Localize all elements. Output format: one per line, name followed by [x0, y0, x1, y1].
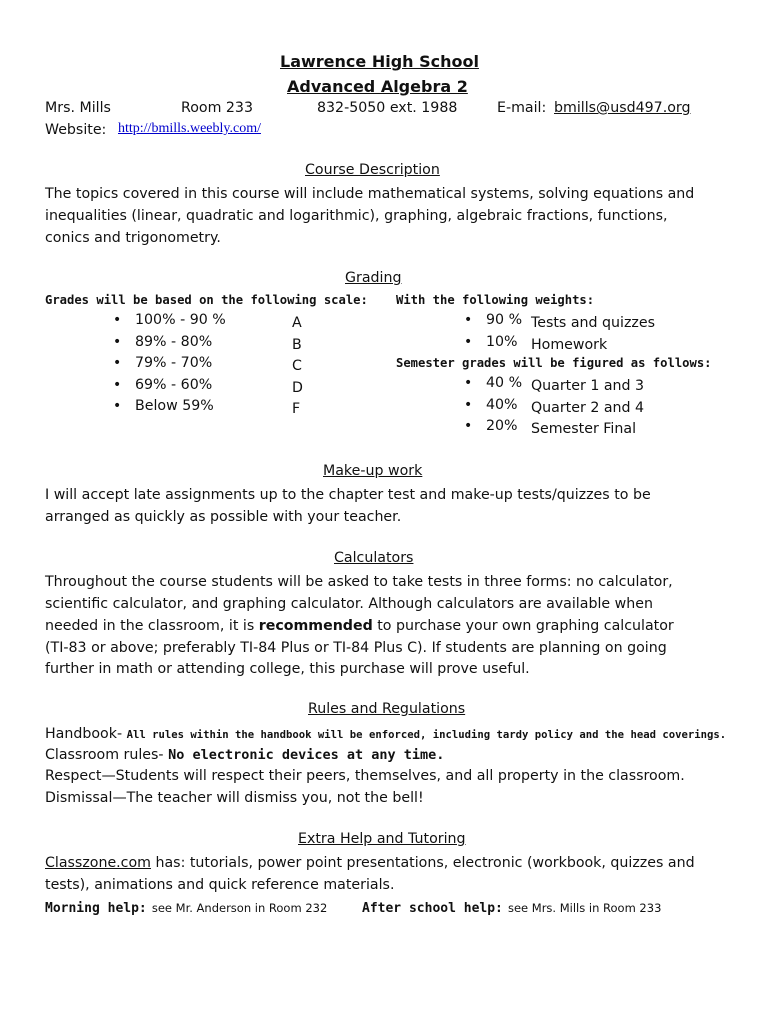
- grading-weights-label: With the following weights:: [396, 293, 595, 307]
- email-link[interactable]: bmills@usd497.org: [554, 100, 691, 116]
- grade-range: 100% - 90 %: [135, 312, 226, 328]
- semester-item: Semester Final: [531, 421, 637, 437]
- list-item: [464, 397, 518, 413]
- classzone-link[interactable]: Classzone.com: [45, 855, 151, 871]
- bullet-icon: •: [464, 418, 473, 434]
- grading-scale-label: Grades will be based on the following scale:: [45, 293, 368, 307]
- list-item: [464, 418, 518, 434]
- weight-item: Homework: [531, 337, 608, 353]
- calculators-line-3: [45, 615, 674, 637]
- semester-item: Quarter 2 and 4: [531, 400, 645, 416]
- bullet-icon: •: [464, 375, 473, 391]
- bullet-icon: •: [113, 377, 122, 393]
- semester-percent: 20%: [486, 418, 518, 434]
- dismissal-rule: Dismissal—The teacher will dismiss you, not the bell!: [45, 790, 424, 806]
- course-description-line-2: inequalities (linear, quadratic and logarithmic), graphing, algebraic fractions, functions,: [45, 208, 668, 224]
- teacher-name: Mrs. Mills: [45, 100, 111, 116]
- calculators-line-5: further in math or attending college, this purchase will prove useful.: [45, 661, 530, 677]
- grade-range: 79% - 70%: [135, 355, 213, 371]
- semester-percent: 40 %: [486, 375, 523, 391]
- morning-help: [45, 897, 327, 916]
- course-description-line-1: The topics covered in this course will include mathematical systems, solving equations and: [45, 186, 695, 202]
- list-item: [113, 334, 213, 350]
- bullet-icon: •: [113, 312, 122, 328]
- calculators-line-4: (TI-83 or above; preferably TI-84 Plus or TI-84 Plus C). If students are planning on going: [45, 640, 667, 656]
- bullet-icon: •: [464, 397, 473, 413]
- calculators-line-1: Throughout the course students will be asked to take tests in three forms: no calculator,: [45, 574, 673, 590]
- makeup-line-2: arranged as quickly as possible with your teacher.: [45, 509, 402, 525]
- school-title: Lawrence High School: [280, 52, 479, 71]
- letter-grade: C: [292, 358, 302, 374]
- grade-range: 69% - 60%: [135, 377, 213, 393]
- bullet-icon: •: [464, 334, 473, 350]
- rules-heading: Rules and Regulations: [308, 701, 466, 717]
- grade-range: 89% - 80%: [135, 334, 213, 350]
- calculators-line-3-end: to purchase your own graphing calculator: [372, 618, 674, 634]
- list-item: [113, 377, 213, 393]
- course-description-heading: Course Description: [305, 162, 440, 178]
- phone-number: 832-5050 ext. 1988: [317, 100, 458, 116]
- makeup-heading: Make-up work: [323, 463, 423, 479]
- letter-grade: A: [292, 315, 302, 331]
- respect-rule: Respect—Students will respect their peers, themselves, and all property in the classroom.: [45, 768, 685, 784]
- list-item: [464, 312, 523, 328]
- semester-item: Quarter 1 and 3: [531, 378, 645, 394]
- email-label: E-mail:: [497, 100, 547, 116]
- list-item: [464, 375, 523, 391]
- weight-item: Tests and quizzes: [531, 315, 655, 331]
- handbook-text: All rules within the handbook will be enforced, including tardy policy and the head coverings.: [126, 729, 727, 741]
- room-number: Room 233: [181, 100, 253, 116]
- bullet-icon: •: [464, 312, 473, 328]
- help-line-1: [45, 852, 695, 874]
- grading-heading: Grading: [345, 270, 402, 286]
- bullet-icon: •: [113, 355, 122, 371]
- weight-percent: 90 %: [486, 312, 523, 328]
- list-item: [464, 334, 518, 350]
- list-item: [113, 355, 213, 371]
- course-title: Advanced Algebra 2: [287, 77, 468, 96]
- website-label: Website:: [45, 122, 107, 138]
- after-school-help-text: see Mrs. Mills in Room 233: [507, 901, 662, 915]
- morning-help-text: see Mr. Anderson in Room 232: [151, 901, 328, 915]
- after-school-help: [362, 897, 661, 916]
- weight-percent: 10%: [486, 334, 518, 350]
- list-item: [113, 398, 214, 414]
- after-school-help-label: After school help:: [362, 901, 503, 916]
- classroom-text: No electronic devices at any time.: [168, 747, 445, 763]
- letter-grade: B: [292, 337, 302, 353]
- recommended-text: recommended: [258, 618, 373, 634]
- classroom-rule: [45, 744, 444, 766]
- handbook-label: Handbook-: [45, 726, 123, 742]
- course-description-line-3: conics and trigonometry.: [45, 230, 221, 246]
- semester-percent: 40%: [486, 397, 518, 413]
- website-link[interactable]: http://bmills.weebly.com/: [118, 121, 261, 136]
- calculators-line-3-start: needed in the classroom, it is: [45, 618, 259, 634]
- classroom-label: Classroom rules-: [45, 747, 164, 763]
- calculators-heading: Calculators: [334, 550, 414, 566]
- handbook-rule: [45, 723, 726, 746]
- letter-grade: F: [292, 401, 301, 417]
- help-line-2: tests), animations and quick reference materials.: [45, 877, 395, 893]
- letter-grade: D: [292, 380, 303, 396]
- morning-help-label: Morning help:: [45, 901, 147, 916]
- grade-range: Below 59%: [135, 398, 214, 414]
- help-line-1-rest: has: tutorials, power point presentations, electronic (workbook, quizzes and: [150, 855, 695, 871]
- list-item: [113, 312, 226, 328]
- semester-grades-label: Semester grades will be figured as follows:: [396, 356, 712, 370]
- makeup-line-1: I will accept late assignments up to the chapter test and make-up tests/quizzes to be: [45, 487, 651, 503]
- bullet-icon: •: [113, 398, 122, 414]
- help-heading: Extra Help and Tutoring: [298, 831, 466, 847]
- bullet-icon: •: [113, 334, 122, 350]
- calculators-line-2: scientific calculator, and graphing calculator. Although calculators are available when: [45, 596, 653, 612]
